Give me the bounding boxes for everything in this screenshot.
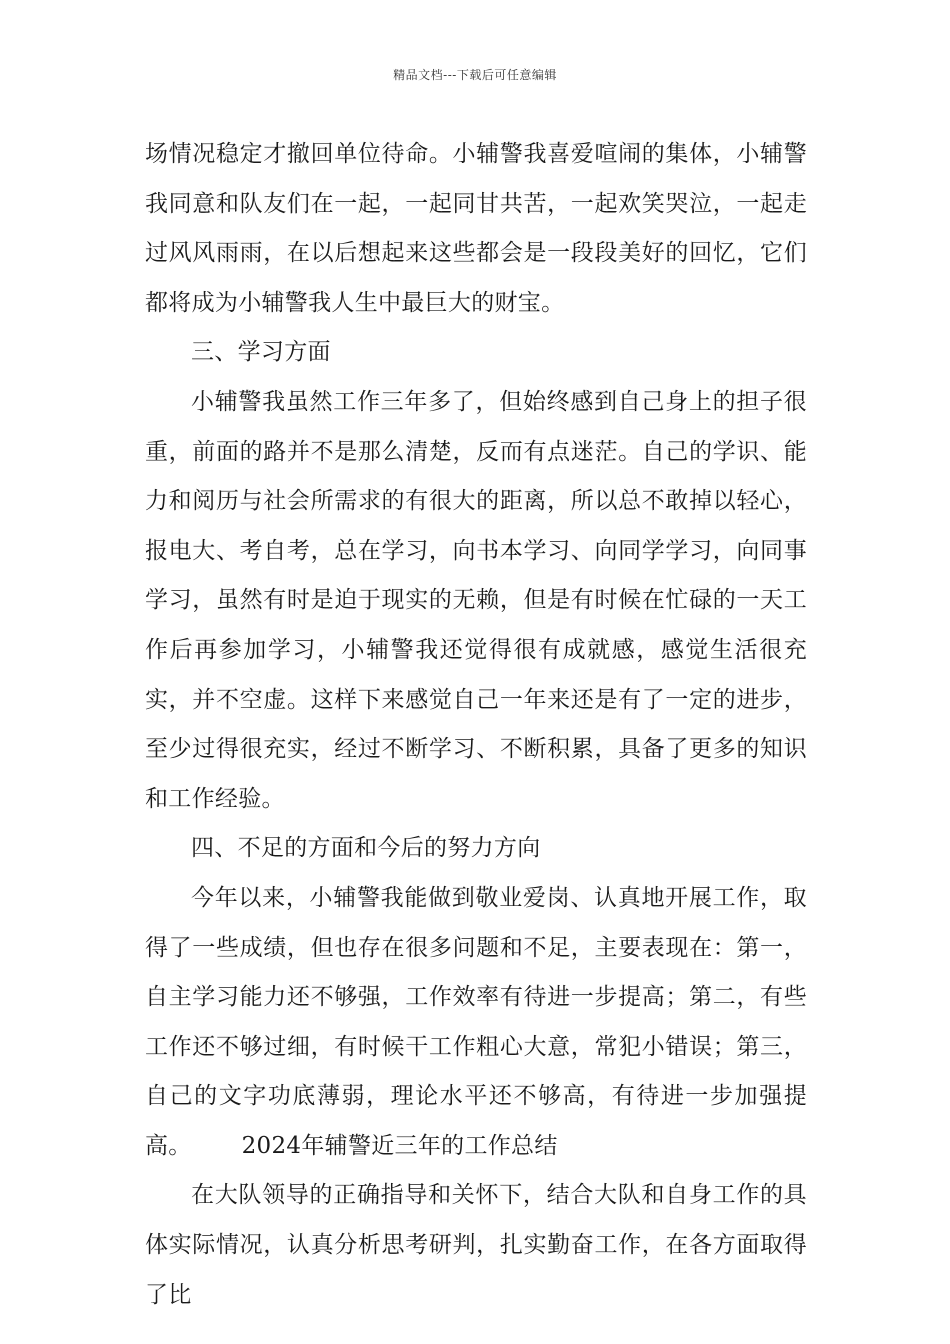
paragraph-shortcomings-text: 今年以来，小辅警我能做到敬业爱岗、认真地开展工作，取得了一些成绩，但也存在很多问题和不足，主要表现在：第一，自主学习能力还不够强，工作效率有待进一步提高；第二，有些工作还不够过细，有时候干工作粗心大意，常犯小错误；第三，自己的文字功底薄弱，理论水平还不够高，有待进一步加强提高。 [145,884,807,1159]
paragraph-continuation: 场情况稳定才撤回单位待命。小辅警我喜爱喧闹的集体，小辅警我同意和队友们在一起，一起同甘共苦，一起欢笑哭泣，一起走过风风雨雨，在以后想起来这些都会是一段段美好的回忆，它们都将成为小辅警我人生中最巨大的财宝。 [145,141,807,316]
document-title: 2024年辅警近三年的工作总结 [241,1132,558,1159]
paragraph-shortcomings [145,874,807,1172]
section-heading-study: 三、学习方面 [191,339,331,366]
paragraph-intro: 在大队领导的正确指导和关怀下，结合大队和自身工作的具体实际情况，认真分析思考研判，扎实勤奋工作，在各方面取得了比 [145,1182,807,1308]
section-heading-shortcomings: 四、不足的方面和今后的努力方向 [191,835,541,862]
page-header: 精品文档---下载后可任意编辑 [393,68,557,82]
document-body [145,130,807,1320]
paragraph-study: 小辅警我虽然工作三年多了，但始终感到自己身上的担子很重，前面的路并不是那么清楚，反而有点迷茫。自己的学识、能力和阅历与社会所需求的有很大的距离，所以总不敢掉以轻心，报电大、考自考，总在学习，向书本学习、向同学学习，向同事学习，虽然有时是迫于现实的无赖，但是有时候在忙碌的一天工作后再参加学习，小辅警我还觉得很有成就感，感觉生活很充实，并不空虚。这样下来感觉自己一年来还是有了一定的进步，至少过得很充实，经过不断学习、不断积累，具备了更多的知识和工作经验。 [145,388,807,812]
